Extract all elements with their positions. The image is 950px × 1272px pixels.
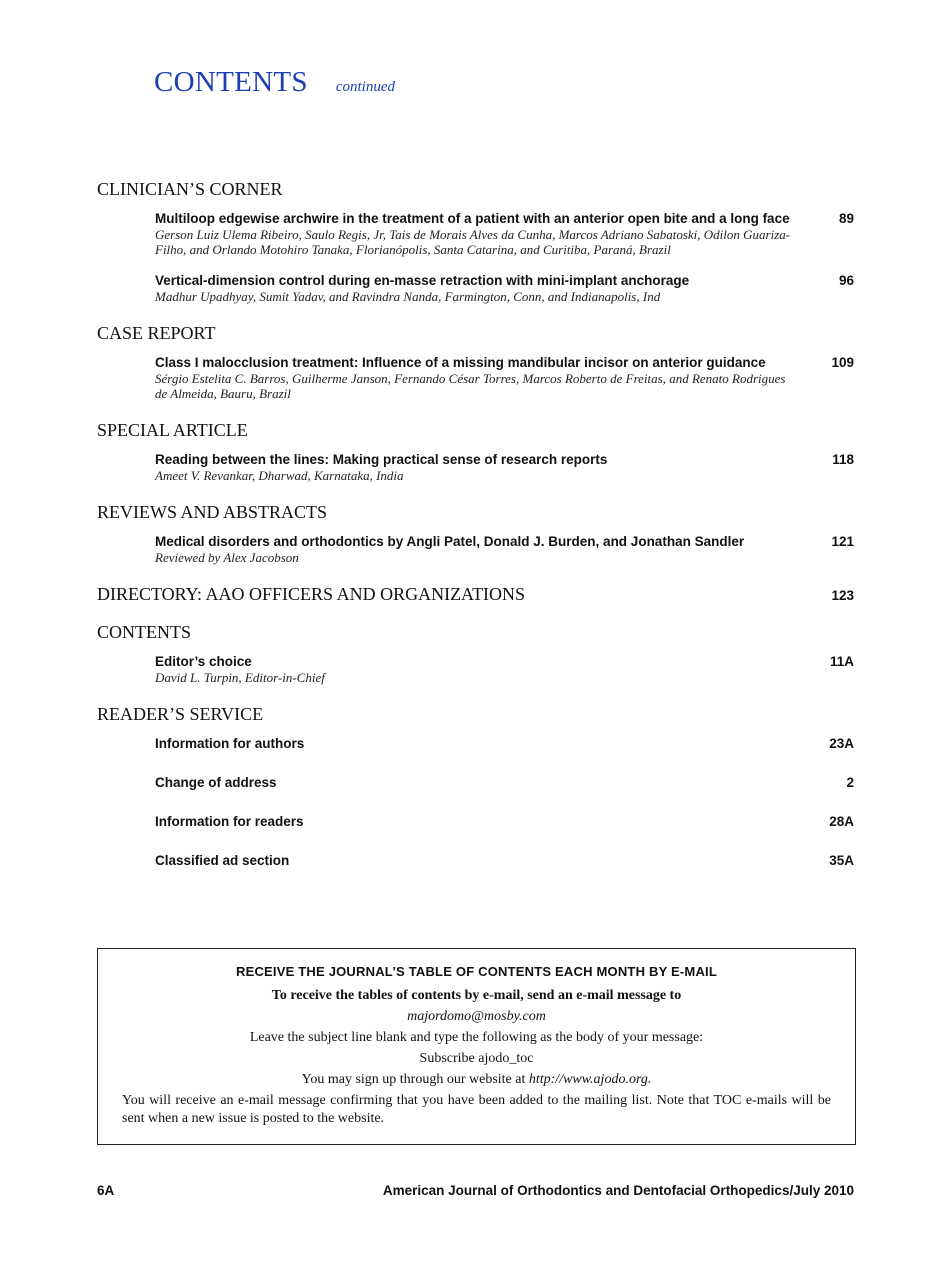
box-website-link[interactable]: http://www.ajodo.org. [528,1072,652,1087]
entry-title-row [155,775,854,791]
entry-title[interactable]: Reading between the lines: Making practical sense of research reports [155,452,608,467]
entry-authors: Gerson Luiz Ulema Ribeiro, Saulo Regis, Jr, Tais de Morais Alves da Cunha, Marcos Adriano Sabatoski, Odilon Guariza-Filho, and Orlando Motohiro Tanaka, Florianópolis, Santa Catarina, and Curitiba, Paraná, Brazil [155,227,791,257]
entry-authors: David L. Turpin, Editor-in-Chief [155,670,325,685]
toc-entry[interactable] [155,355,854,401]
entry-page-number[interactable]: 28A [829,814,854,829]
entry-title-row [155,814,854,830]
page-subtitle: continued [335,79,395,95]
entry-page-number[interactable]: 109 [831,355,854,370]
entry-page-number[interactable]: 35A [829,853,854,868]
table-of-contents [97,176,854,892]
entry-title[interactable]: Classified ad section [155,853,290,868]
section-heading: READER’S SERVICE [97,704,264,724]
toc-section [97,417,854,483]
box-confirmation-note: You will receive an e-mail message confirming that you have been added to the mailing list. Note that TOC e-mails will be sent when a new issue is posted to the website. [122,1093,831,1126]
toc-entry[interactable] [155,853,854,869]
section-heading-row [97,701,854,727]
entry-title-row [155,736,854,752]
entry-title-row [155,853,854,869]
entry-authors: Madhur Upadhyay, Sumit Yadav, and Ravindra Nanda, Farmington, Conn, and Indianapolis, Ind [155,289,661,304]
section-heading: DIRECTORY: AAO OFFICERS AND ORGANIZATIONS [97,584,526,604]
entry-title-row [155,273,854,289]
entry-title-row [155,355,854,371]
entry-title[interactable]: Vertical-dimension control during en-masse retraction with mini-implant anchorage [155,273,690,288]
box-email[interactable]: majordomo@mosby.com [407,1009,546,1024]
toc-entry[interactable] [155,775,854,791]
section-heading-row [97,581,854,609]
box-website-prefix: You may sign up through our website at [301,1072,526,1087]
page-footer [97,1183,854,1198]
entry-authors: Ameet V. Revankar, Dharwad, Karnataka, India [155,468,404,483]
footer-page-number: 6A [97,1183,115,1198]
entry-title[interactable]: Change of address [155,775,277,790]
section-heading: CASE REPORT [97,323,216,343]
entry-title[interactable]: Medical disorders and orthodontics by Angli Patel, Donald J. Burden, and Jonathan Sandler [155,534,745,549]
toc-entry[interactable] [155,211,854,257]
box-heading: RECEIVE THE JOURNAL’S TABLE OF CONTENTS EACH MONTH BY E-MAIL [236,964,717,979]
box-subscribe-command: Subscribe ajodo_toc [419,1051,534,1066]
entry-authors: Sérgio Estelita C. Barros, Guilherme Janson, Fernando César Torres, Marcos Roberto de Freitas, and Renato Rodrigues de Almeida, Bauru, Brazil [155,371,786,401]
section-heading: REVIEWS AND ABSTRACTS [97,502,328,522]
toc-entry[interactable] [155,452,854,483]
entry-title[interactable]: Editor’s choice [155,654,252,669]
page-title: CONTENTS [154,66,308,98]
entry-page-number[interactable]: 2 [846,775,854,790]
entry-title-row [155,654,854,670]
box-subject-instruction: Leave the subject line blank and type the following as the body of your message: [249,1030,704,1045]
toc-section [97,320,854,401]
email-toc-box [97,948,856,1145]
box-instruction: To receive the tables of contents by e-mail, send an e-mail message to [271,988,682,1003]
entry-page-number[interactable]: 89 [838,211,854,226]
section-heading: CLINICIAN’S CORNER [97,179,283,199]
entry-page-number[interactable]: 11A [829,654,854,669]
section-heading-row [97,417,854,443]
toc-entry[interactable] [155,534,854,565]
section-heading-row [97,176,854,202]
entry-title-row [155,452,854,468]
entry-page-number[interactable]: 23A [829,736,854,751]
section-heading-row [97,619,854,645]
section-heading-row [97,320,854,346]
section-heading: CONTENTS [97,622,191,642]
box-website-line [98,1069,855,1090]
toc-entry[interactable] [155,736,854,752]
page-header [154,66,395,99]
toc-section [97,619,854,685]
toc-entry[interactable] [155,814,854,830]
entry-page-number[interactable]: 118 [832,452,854,467]
toc-entry[interactable] [155,654,854,685]
section-heading: SPECIAL ARTICLE [97,420,248,440]
toc-section [97,499,854,565]
entry-page-number[interactable]: 96 [838,273,854,288]
entry-title[interactable]: Class I malocclusion treatment: Influence of a missing mandibular incisor on anterior guidance [155,355,766,370]
entry-title-row [155,534,854,550]
section-heading-row [97,499,854,525]
toc-section [97,701,854,869]
entry-title-row [155,211,854,227]
entry-page-number[interactable]: 121 [831,534,854,549]
toc-section [97,176,854,304]
entry-authors: Reviewed by Alex Jacobson [155,550,299,565]
toc-section [97,581,854,609]
entry-title[interactable]: Multiloop edgewise archwire in the treatment of a patient with an anterior open bite and a long face [155,211,790,226]
section-page-number[interactable]: 123 [831,588,854,603]
footer-journal-title: American Journal of Orthodontics and Dentofacial Orthopedics/July 2010 [382,1183,854,1198]
entry-title[interactable]: Information for authors [155,736,305,751]
entry-title[interactable]: Information for readers [155,814,304,829]
toc-entry[interactable] [155,273,854,304]
